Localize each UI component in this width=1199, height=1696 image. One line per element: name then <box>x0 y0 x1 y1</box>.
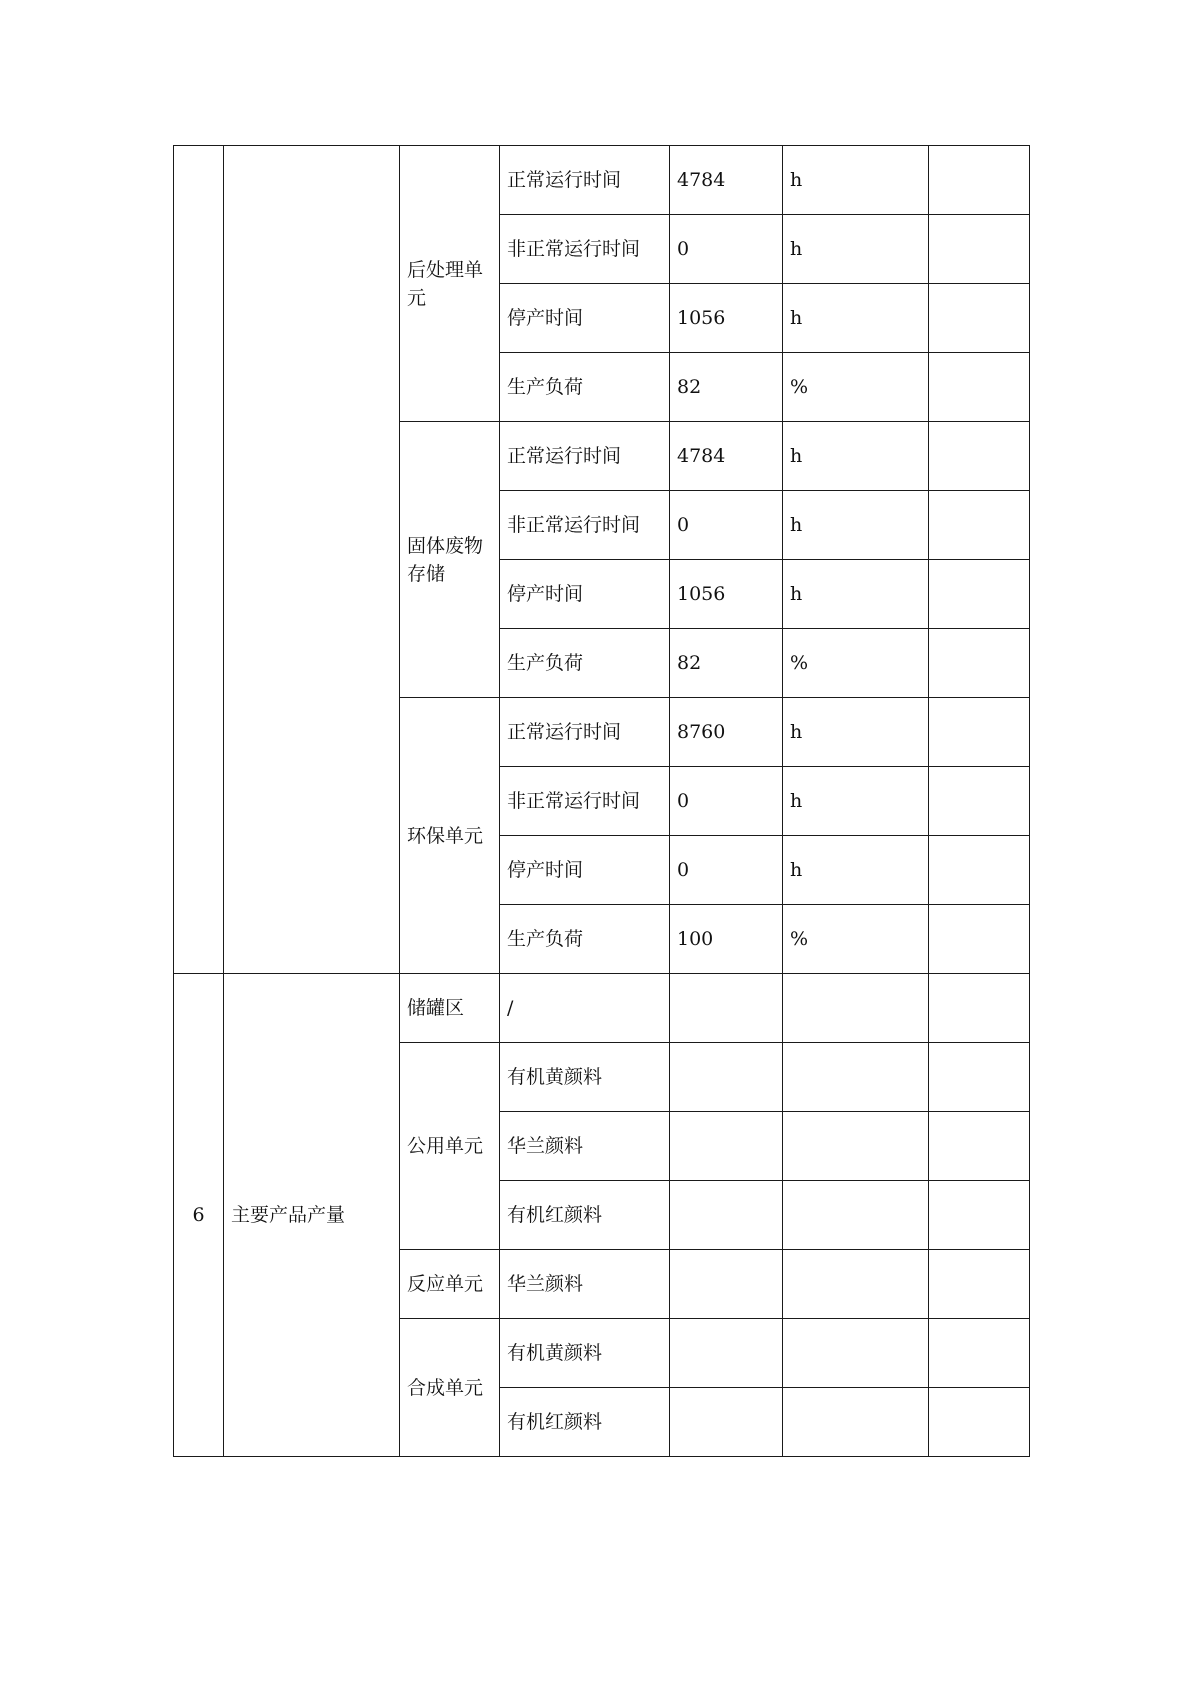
param-cell: 生产负荷 <box>500 629 670 698</box>
product-cell: / <box>500 974 670 1043</box>
unit-cell: h <box>783 698 929 767</box>
table-row <box>174 146 1030 215</box>
production-data-table <box>173 145 1030 1457</box>
value-cell: 100 <box>670 905 783 974</box>
unit-cell <box>783 1319 929 1388</box>
note-cell <box>929 1250 1030 1319</box>
value-cell: 8760 <box>670 698 783 767</box>
param-cell: 停产时间 <box>500 836 670 905</box>
param-cell: 正常运行时间 <box>500 146 670 215</box>
note-cell <box>929 1319 1030 1388</box>
unit-cell <box>783 1388 929 1457</box>
unit-cell: h <box>783 422 929 491</box>
value-cell: 0 <box>670 491 783 560</box>
value-cell: 82 <box>670 353 783 422</box>
param-cell: 非正常运行时间 <box>500 491 670 560</box>
value-cell: 1056 <box>670 560 783 629</box>
unit-name-cell: 反应单元 <box>400 1250 500 1319</box>
unit-name-cell: 后处理单元 <box>400 146 500 422</box>
note-cell <box>929 1388 1030 1457</box>
unit-cell: h <box>783 491 929 560</box>
note-cell <box>929 1043 1030 1112</box>
unit-name-cell: 合成单元 <box>400 1319 500 1457</box>
value-cell <box>670 1181 783 1250</box>
unit-cell: % <box>783 353 929 422</box>
value-cell <box>670 974 783 1043</box>
section-number: 6 <box>174 974 224 1457</box>
value-cell: 0 <box>670 836 783 905</box>
value-cell: 4784 <box>670 422 783 491</box>
item-cell <box>224 146 400 974</box>
note-cell <box>929 284 1030 353</box>
note-cell <box>929 767 1030 836</box>
note-cell <box>929 1112 1030 1181</box>
product-cell: 有机黄颜料 <box>500 1043 670 1112</box>
product-cell: 华兰颜料 <box>500 1250 670 1319</box>
product-cell: 华兰颜料 <box>500 1112 670 1181</box>
value-cell: 0 <box>670 767 783 836</box>
unit-name-cell: 储罐区 <box>400 974 500 1043</box>
product-cell: 有机黄颜料 <box>500 1319 670 1388</box>
unit-cell <box>783 1043 929 1112</box>
unit-cell: h <box>783 767 929 836</box>
value-cell <box>670 1043 783 1112</box>
note-cell <box>929 422 1030 491</box>
unit-cell <box>783 1181 929 1250</box>
product-cell: 有机红颜料 <box>500 1181 670 1250</box>
param-cell: 停产时间 <box>500 284 670 353</box>
value-cell <box>670 1388 783 1457</box>
value-cell: 4784 <box>670 146 783 215</box>
param-cell: 停产时间 <box>500 560 670 629</box>
note-cell <box>929 353 1030 422</box>
unit-cell: h <box>783 215 929 284</box>
param-cell: 生产负荷 <box>500 905 670 974</box>
unit-name-cell: 环保单元 <box>400 698 500 974</box>
unit-cell: % <box>783 905 929 974</box>
value-cell: 0 <box>670 215 783 284</box>
unit-cell: h <box>783 560 929 629</box>
unit-name-cell: 固体废物存储 <box>400 422 500 698</box>
unit-cell <box>783 974 929 1043</box>
param-cell: 非正常运行时间 <box>500 215 670 284</box>
value-cell <box>670 1112 783 1181</box>
unit-cell: h <box>783 836 929 905</box>
param-cell: 非正常运行时间 <box>500 767 670 836</box>
note-cell <box>929 905 1030 974</box>
param-cell: 生产负荷 <box>500 353 670 422</box>
value-cell: 82 <box>670 629 783 698</box>
note-cell <box>929 560 1030 629</box>
param-cell: 正常运行时间 <box>500 698 670 767</box>
unit-cell <box>783 1250 929 1319</box>
note-cell <box>929 974 1030 1043</box>
unit-cell: h <box>783 284 929 353</box>
note-cell <box>929 629 1030 698</box>
note-cell <box>929 1181 1030 1250</box>
value-cell <box>670 1250 783 1319</box>
value-cell <box>670 1319 783 1388</box>
unit-cell: % <box>783 629 929 698</box>
note-cell <box>929 491 1030 560</box>
section-title: 主要产品产量 <box>224 974 400 1457</box>
note-cell <box>929 836 1030 905</box>
unit-name-cell: 公用单元 <box>400 1043 500 1250</box>
note-cell <box>929 698 1030 767</box>
unit-cell: h <box>783 146 929 215</box>
unit-cell <box>783 1112 929 1181</box>
value-cell: 1056 <box>670 284 783 353</box>
note-cell <box>929 146 1030 215</box>
product-cell: 有机红颜料 <box>500 1388 670 1457</box>
param-cell: 正常运行时间 <box>500 422 670 491</box>
table-row <box>174 974 1030 1043</box>
number-cell <box>174 146 224 974</box>
note-cell <box>929 215 1030 284</box>
